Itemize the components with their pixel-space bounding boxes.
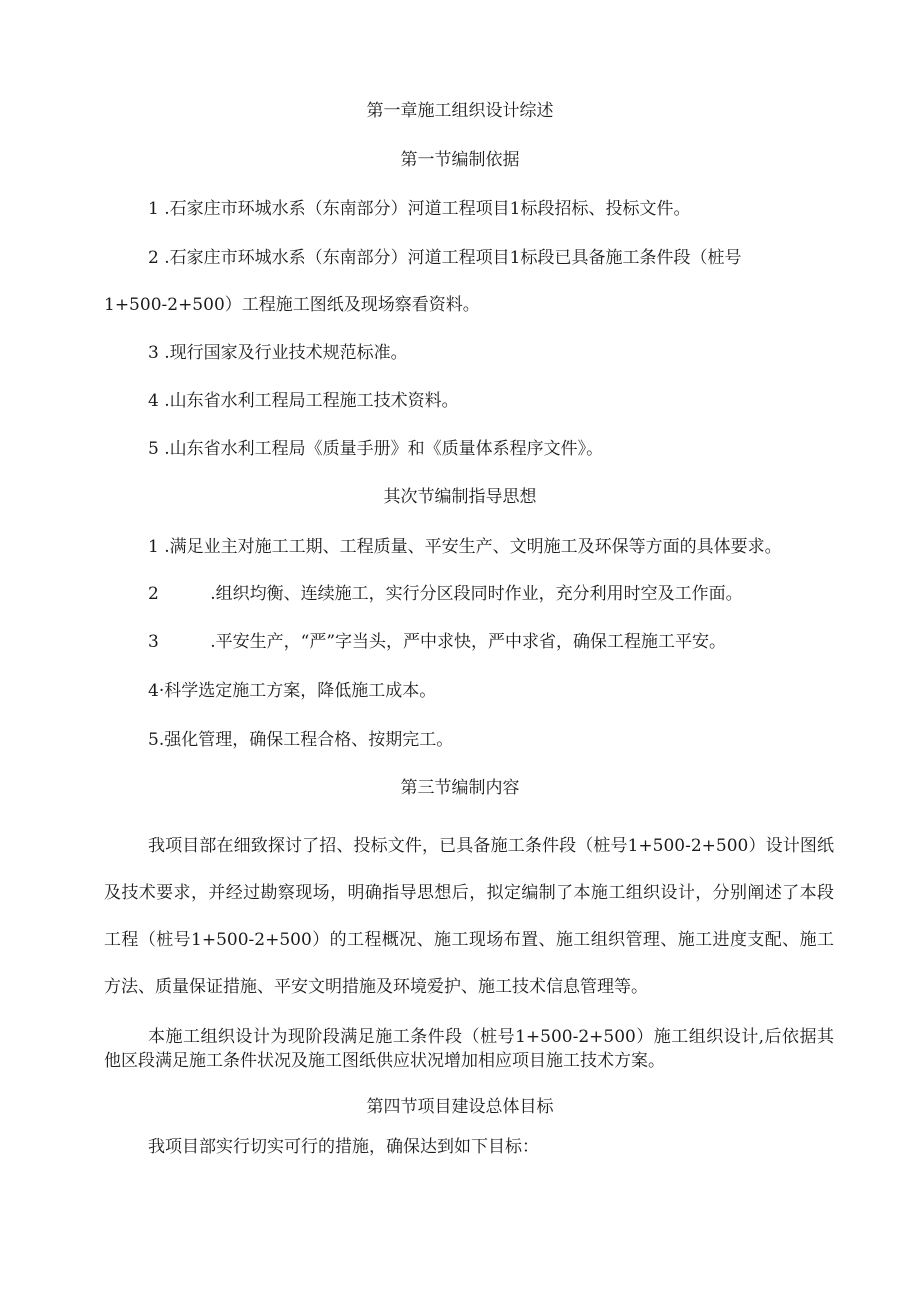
item-text: .石家庄市环城水系（东南部分）河道工程项目1标段招标、投标文件。 <box>164 199 691 219</box>
item-number: 3 <box>148 632 159 652</box>
item-text: .满足业主对施工工期、工程质量、平安生产、文明施工及环保等方面的具体要求。 <box>164 537 782 557</box>
section1-item-2-continued: 1+500-2+500）工程施工图纸及现场察看资料。 <box>104 295 480 315</box>
item-number: 1 <box>148 199 159 219</box>
section2-item-2 <box>148 582 743 606</box>
section2-item-1 <box>148 535 782 559</box>
item-text: .组织均衡、连续施工，实行分区段同时作业，充分利用时空及工作面。 <box>210 584 743 604</box>
item-number: 3 <box>148 343 159 363</box>
section3-paragraph-2: 本施工组织设计为现阶段满足施工条件段（桩号1+500-2+500）施工组织设计,后依据其他区段满足施工条件状况及施工图纸供应状况增加相应项目施工技术方案。 <box>104 1027 834 1071</box>
item-text: .现行国家及行业技术规范标准。 <box>164 343 408 363</box>
item-text: .平安生产，“严”字当头，严中求快，严中求省，确保工程施工平安。 <box>210 632 727 652</box>
section2-item-4: 4·科学选定施工方案，降低施工成本。 <box>148 681 437 701</box>
section2-item-5: 5.强化管理，确保工程合格、按期完工。 <box>148 730 454 750</box>
item-number: 1 <box>148 537 159 557</box>
item-number: 5 <box>148 439 159 459</box>
item-text: .山东省水利工程局《质量手册》和《质量体系程序文件》。 <box>164 439 604 459</box>
section1-item-5 <box>148 437 603 461</box>
item-text: .山东省水利工程局工程施工技术资料。 <box>164 391 459 411</box>
section1-item-4 <box>148 389 459 413</box>
chapter-title: 第一章施工组织设计综述 <box>366 101 554 121</box>
section3-title: 第三节编制内容 <box>400 778 520 798</box>
section2-item-3 <box>148 630 726 654</box>
section1-title: 第一节编制依据 <box>400 150 520 170</box>
item-number: 4 <box>148 391 159 411</box>
section1-item-3 <box>148 341 408 365</box>
section4-intro: 我项目部实行切实可行的措施，确保达到如下目标： <box>148 1137 539 1157</box>
item-text: .石家庄市环城水系（东南部分）河道工程项目1标段已具备施工条件段（桩号 <box>164 248 742 268</box>
section2-title: 其次节编制指导思想 <box>383 487 537 507</box>
section1-item-2 <box>148 246 741 270</box>
section1-item-1 <box>148 197 690 221</box>
item-number: 2 <box>148 584 159 604</box>
item-number: 2 <box>148 248 159 268</box>
section3-paragraph-1: 我项目部在细致探讨了招、投标文件，已具备施工条件段（桩号1+500-2+500）设计图纸及技术要求，并经过勘察现场，明确指导思想后，拟定编制了本施工组织设计，分别阐述了本段工程（桩号1+500-2+500）的工程概况、施工现场布置、施工组织管理、施工进度支配、施工方法、质量保证措施、平安文明措施及环境爱护、施工技术信息管理等。 <box>104 836 834 997</box>
section4-title: 第四节项目建设总体目标 <box>366 1097 554 1117</box>
